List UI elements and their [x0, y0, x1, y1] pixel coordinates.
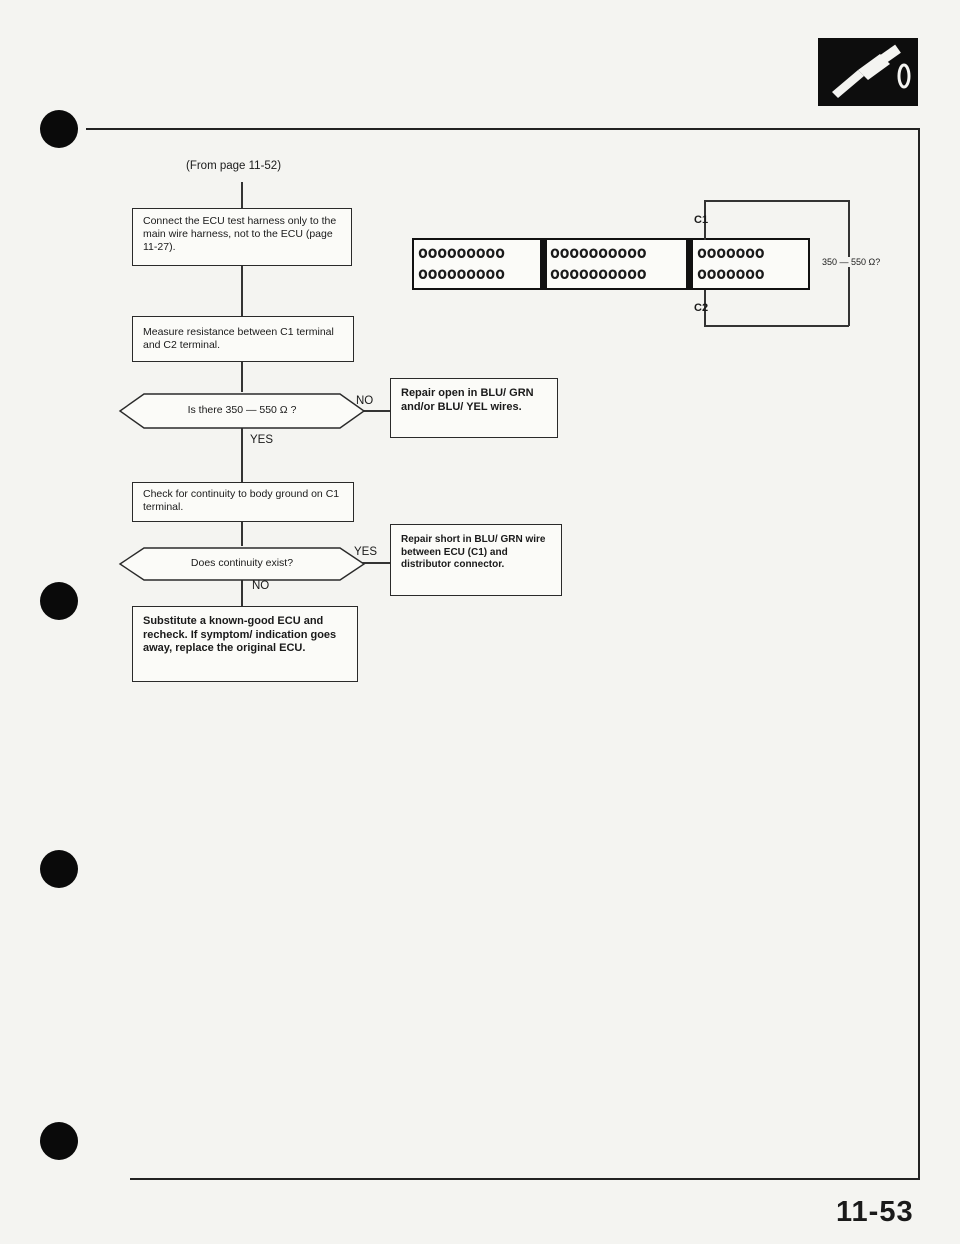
meter-lead-c2 [704, 325, 849, 327]
connector-pins-row: ooooooo [697, 264, 765, 283]
step-check-continuity: Check for continuity to body ground on C1 terminal. [132, 482, 354, 522]
flow-line [241, 182, 243, 210]
branch-label-no: NO [252, 580, 270, 592]
connector-divider [686, 240, 693, 288]
flow-line [241, 362, 243, 392]
step-measure-resistance: Measure resistance between C1 terminal and C2 terminal. [132, 316, 354, 362]
connector-pins-row: ooooooooo [418, 264, 505, 283]
connector-pins-row: ooooooooo [418, 243, 505, 262]
meter-lead-c1 [704, 200, 849, 202]
binder-hole [40, 582, 78, 620]
flow-line [241, 580, 243, 606]
frame-bottom-rule [130, 1178, 920, 1180]
step-connect-test-harness: Connect the ECU test harness only to the main wire harness, not to the ECU (page 11-27). [132, 208, 352, 266]
decision-continuity-text: Does continuity exist? [190, 557, 294, 569]
connector-pins-row: oooooooooo [550, 264, 647, 283]
connector-pins-row: ooooooo [697, 243, 765, 262]
flow-line [241, 522, 243, 546]
binder-hole [40, 850, 78, 888]
flow-line [241, 428, 243, 482]
from-page-reference: (From page 11-52) [186, 160, 282, 172]
binder-hole [40, 110, 78, 148]
step-substitute-ecu: Substitute a known-good ECU and recheck. If symptom/ indication goes away, replace the original ECU. [132, 606, 358, 682]
binder-hole [40, 1122, 78, 1160]
frame-right-rule [918, 128, 920, 1178]
terminal-label-c2: C2 [694, 302, 709, 314]
resistance-spec-label: 350 — 550 Ω? [822, 257, 881, 267]
connector-pins-row: oooooooooo [550, 243, 647, 262]
branch-label-yes: YES [250, 434, 274, 446]
step-repair-short: Repair short in BLU/ GRN wire between ECU (C1) and distributor connector. [390, 524, 562, 596]
branch-label-no: NO [356, 395, 374, 407]
step-repair-open: Repair open in BLU/ GRN and/or BLU/ YEL wires. [390, 378, 558, 438]
branch-label-yes: YES [354, 546, 378, 558]
page-number: 11-53 [836, 1196, 914, 1228]
fuel-injection-section-icon [818, 38, 918, 106]
decision-resistance-text: Is there 350 — 550 Ω ? [187, 404, 297, 416]
flow-line [241, 266, 243, 316]
connector-divider [540, 240, 547, 288]
terminal-label-c1: C1 [694, 214, 709, 226]
frame-top-rule [86, 128, 920, 130]
